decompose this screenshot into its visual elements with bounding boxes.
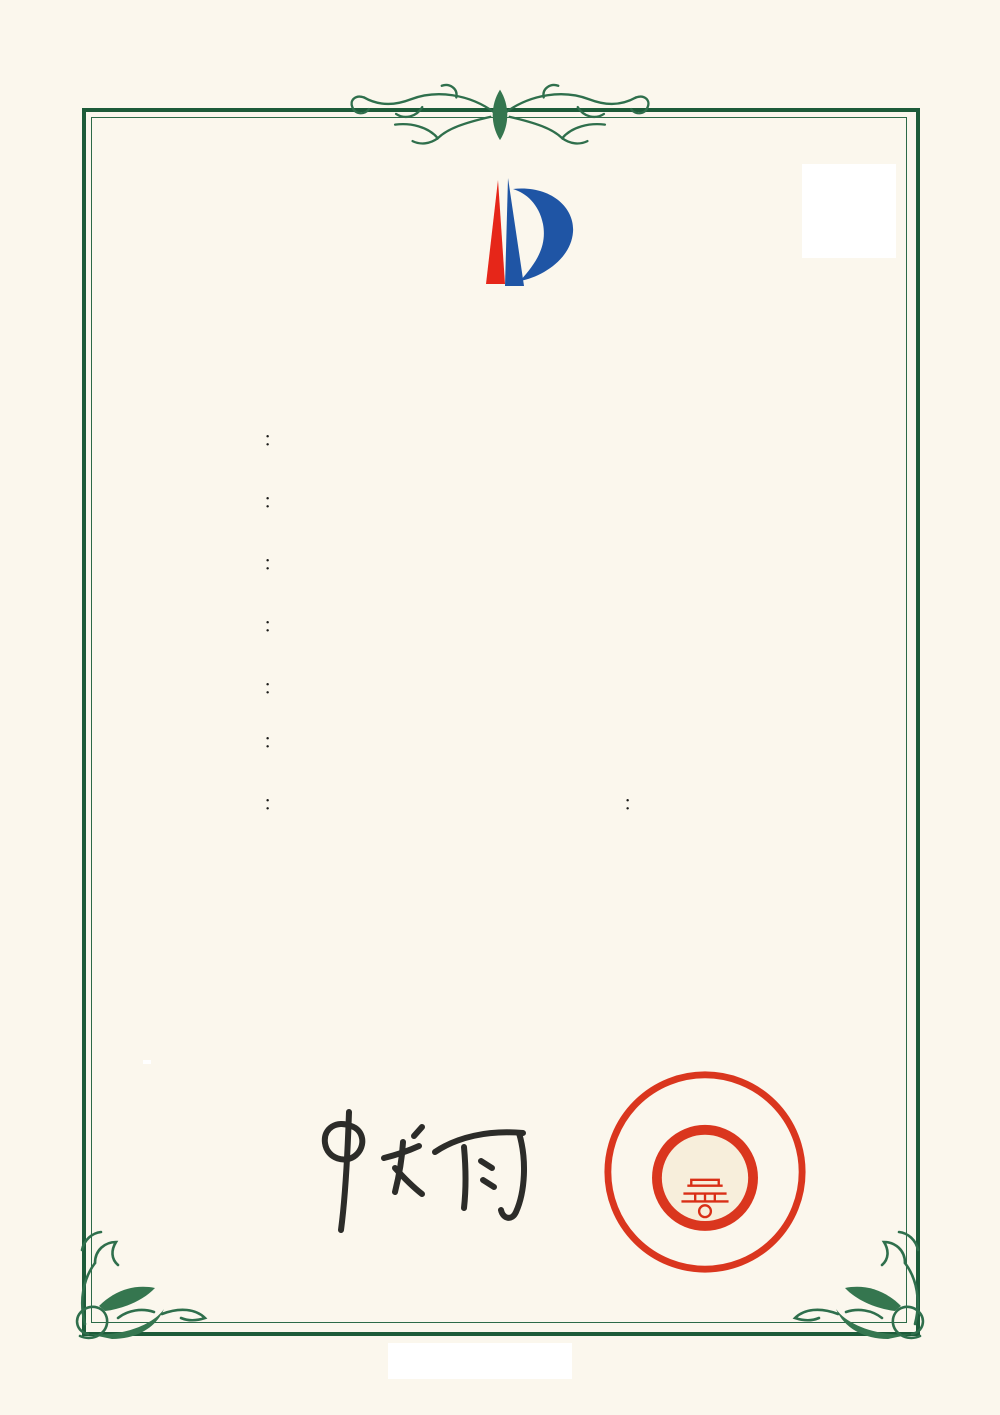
- field-row-name: ：: [263, 429, 283, 451]
- field-row-filing-date: ：: [263, 615, 283, 637]
- field-row-patentee: ：: [263, 677, 283, 699]
- qr-code-patch: [802, 164, 896, 258]
- cnipa-logo: [425, 162, 575, 294]
- footer-note: [388, 1343, 572, 1379]
- field-row-address: ：: [263, 731, 283, 753]
- official-seal: [601, 1068, 809, 1276]
- signature-image: [285, 1098, 545, 1248]
- top-border-ornament: [340, 78, 660, 146]
- field-row-grant-no: ：: [623, 793, 643, 815]
- corner-flourish-right: [792, 1206, 942, 1356]
- field-row-inventors: ：: [263, 491, 283, 513]
- barcode: [143, 1060, 151, 1064]
- corner-flourish-left: [58, 1206, 208, 1356]
- field-row-grant-date: ：: [263, 793, 283, 815]
- qr-code: [811, 173, 887, 249]
- field-row-patent-no: ：: [263, 553, 283, 575]
